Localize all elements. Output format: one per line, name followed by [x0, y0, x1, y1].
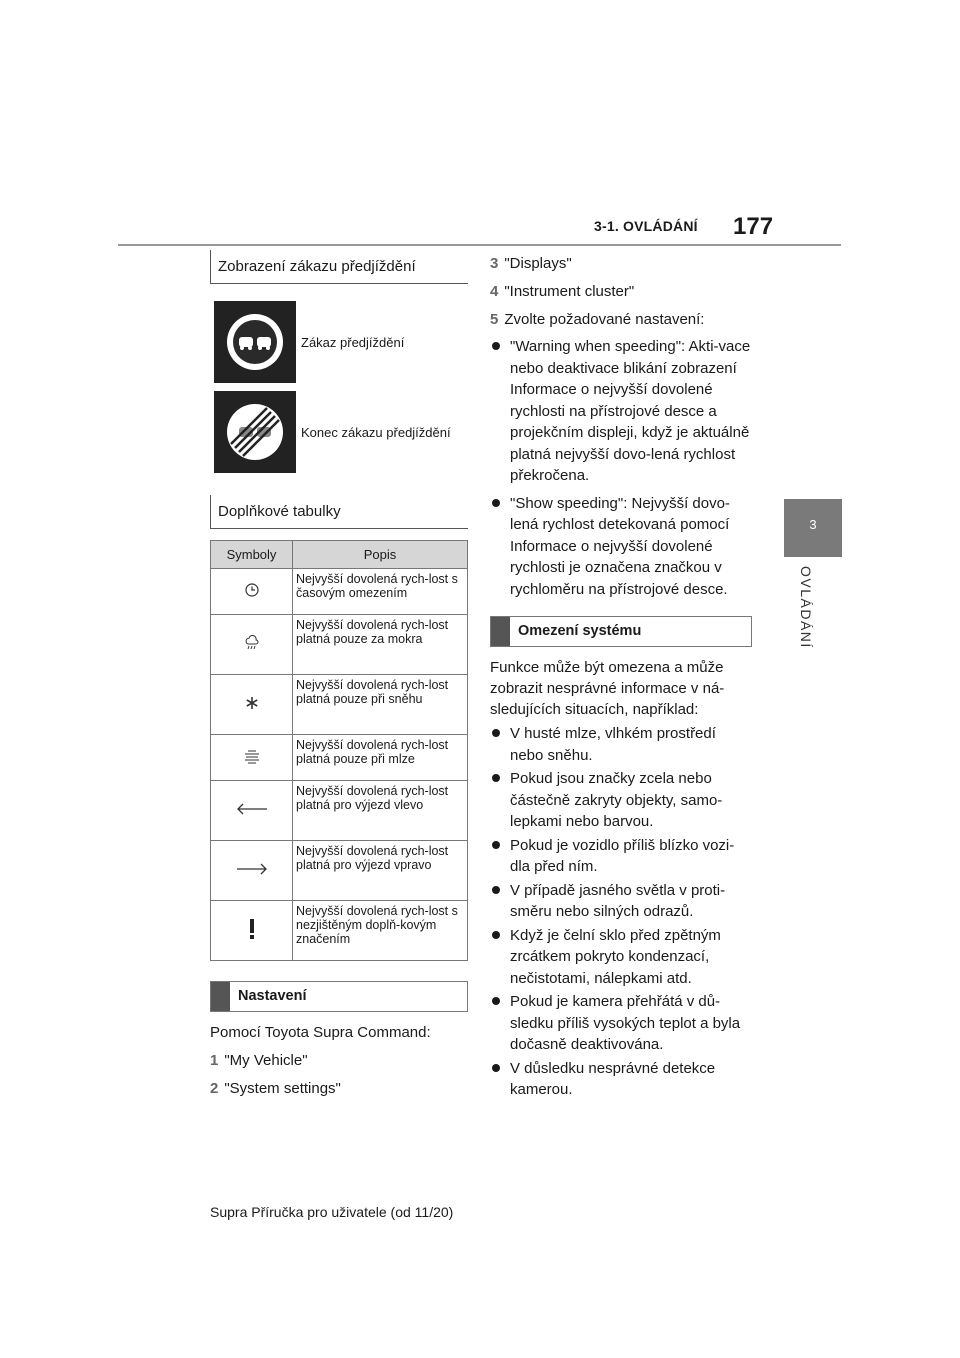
- left-column: [210, 250, 468, 1099]
- list-item-text: "Warning when speeding": Akti-vace nebo deaktivace blikání zobrazení Informace o nejvyšší dovolené rychlosti na přístrojové desce a projekčním displeji, když je aktuálně platná nejvyšší dovo-lená rychlost překročena.: [510, 338, 751, 484]
- page-number: 177: [733, 213, 774, 240]
- step-item: [490, 281, 752, 302]
- list-item-text: V husté mlze, vlhkém prostředí nebo sněhu.: [510, 725, 716, 764]
- list-item-text: V případě jasného světla v proti-směru nebo silných odrazů.: [510, 881, 726, 920]
- list-item: [490, 723, 752, 766]
- no-overtaking-heading: Zobrazení zákazu předjíždění: [210, 250, 468, 284]
- settings-intro: Pomocí Toyota Supra Command:: [210, 1024, 431, 1041]
- table-cell: Nejvyšší dovolená rych-lost s nezjištěným doplň-kovým značením: [293, 901, 468, 961]
- step-text: "System settings": [224, 1080, 341, 1097]
- arrow-right-icon: [236, 864, 268, 878]
- list-item-text: Pokud je vozidlo příliš blízko vozi-dla před ním.: [510, 836, 735, 875]
- step-text: "Displays": [504, 255, 572, 272]
- step-text: Zvolte požadované nastavení:: [504, 311, 705, 328]
- settings-heading-text: Nastavení: [238, 988, 307, 1004]
- list-item: [490, 336, 752, 487]
- supplementary-table: [210, 540, 468, 961]
- table-cell: Nejvyšší dovolená rych-lost platná pro výjezd vpravo: [293, 841, 468, 901]
- section-title: 3-1. OVLÁDÁNÍ: [594, 218, 698, 234]
- table-row: [211, 569, 468, 615]
- column-header: Popis: [293, 541, 468, 569]
- sign-row: [210, 391, 468, 473]
- limits-intro: Funkce může být omezena a může zobrazit nesprávné informace v ná-sledujících situacích, například:: [490, 659, 725, 718]
- list-item: [490, 925, 752, 990]
- list-item: [490, 493, 752, 601]
- list-item: [490, 991, 752, 1056]
- exclamation-icon: [248, 929, 256, 943]
- list-item-text: Když je čelní sklo před zpětným zrcátkem pokryto kondenzací, nečistotami, nálepkami atd.: [510, 926, 721, 987]
- snowflake-icon: [245, 699, 259, 713]
- list-item: [490, 835, 752, 878]
- list-item: [490, 1058, 752, 1101]
- header-divider: [118, 244, 841, 246]
- table-row: [211, 735, 468, 781]
- arrow-left-icon: [236, 804, 268, 818]
- footer-text: Supra Příručka pro uživatele (od 11/20): [210, 1204, 454, 1220]
- list-item: [490, 768, 752, 833]
- list-item-text: "Show speeding": Nejvyšší dovo-lená rychlost detekovaná pomocí Informace o nejvyšší dovolené rychlosti je označena značkou v rychloměru na přístrojové desce.: [510, 494, 730, 598]
- chapter-tab[interactable]: 3: [784, 499, 842, 557]
- list-item-text: Pokud je kamera přehřátá v dů-sledku příliš vysokých teplot a byla dočasně deaktivována.: [510, 993, 741, 1053]
- rain-cloud-icon: [244, 640, 260, 654]
- table-cell: Nejvyšší dovolená rych-lost s časovým omezením: [293, 569, 468, 615]
- right-column: [490, 253, 752, 1101]
- step-number: 1: [210, 1052, 219, 1069]
- clock-icon: [244, 587, 260, 601]
- table-row: [211, 615, 468, 675]
- list-item: [490, 880, 752, 923]
- step-number: 2: [210, 1080, 219, 1097]
- no-overtaking-sign-icon: [214, 301, 296, 383]
- table-row: [211, 841, 468, 901]
- table-row: [211, 781, 468, 841]
- step-item: [210, 1050, 468, 1071]
- sign-row: [210, 301, 468, 383]
- list-item-text: Pokud jsou značky zcela nebo částečně zakryty objekty, samo-lepkami nebo barvou.: [510, 770, 723, 830]
- table-cell: Nejvyšší dovolená rych-lost platná pouze při sněhu: [293, 675, 468, 735]
- step-item: [490, 253, 752, 274]
- list-item-text: V důsledku nesprávné detekce kamerou.: [510, 1059, 716, 1098]
- sign-label: Konec zákazu předjíždění: [301, 424, 451, 440]
- sign-label: Zákaz předjíždění: [301, 334, 405, 350]
- column-header: Symboly: [211, 541, 293, 569]
- settings-heading: [210, 981, 468, 1012]
- step-item: [210, 1078, 468, 1099]
- table-row: [211, 675, 468, 735]
- step-number: 4: [490, 283, 499, 300]
- step-number: 3: [490, 255, 499, 272]
- table-cell: Nejvyšší dovolená rych-lost platná pro výjezd vlevo: [293, 781, 468, 841]
- supplementary-heading: Doplňkové tabulky: [210, 495, 468, 529]
- limits-heading-text: Omezení systému: [518, 623, 642, 639]
- step-text: "Instrument cluster": [504, 283, 635, 300]
- step-text: "My Vehicle": [224, 1052, 308, 1069]
- step-item: [490, 309, 752, 330]
- table-row: [211, 901, 468, 961]
- table-cell: Nejvyšší dovolená rych-lost platná pouze za mokra: [293, 615, 468, 675]
- chapter-label: OVLÁDÁNÍ: [798, 566, 814, 649]
- table-cell: Nejvyšší dovolená rych-lost platná pouze při mlze: [293, 735, 468, 781]
- limits-heading: [490, 616, 752, 647]
- fog-icon: [243, 753, 261, 767]
- end-of-no-overtaking-sign-icon: [214, 391, 296, 473]
- step-number: 5: [490, 311, 499, 328]
